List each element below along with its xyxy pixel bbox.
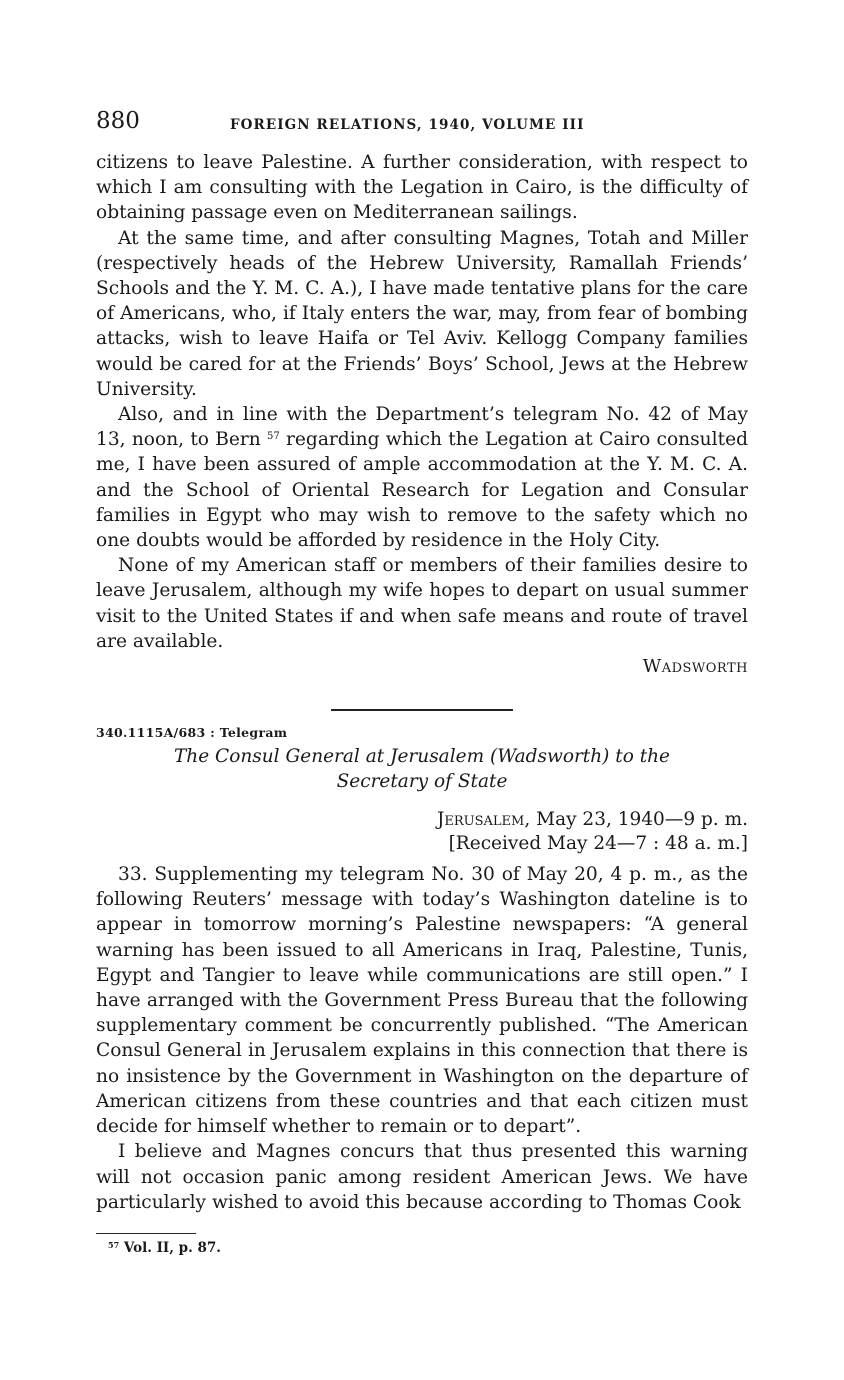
dateline [96,808,748,832]
footnote-text: Vol. II, p. 87. [119,1239,221,1256]
paragraph-magnes-concurs: I believe and Magnes concurs that thus presented this warning will not occasion panic among resident American Jews. We have particularly wished to avoid this because according to Thomas Cook [96,1141,748,1213]
dateline-place: Jerusalem, [436,809,531,831]
section-divider [331,709,513,711]
running-title: FOREIGN RELATIONS, 1940, VOLUME III [230,117,585,133]
file-number: 340.1115A/683 : Telegram [96,725,288,741]
paragraph-care-plans: At the same time, and after consulting Magnes, Totah and Miller (respectively heads of the Hebrew University, Ramallah Friends’ Schools and the Y. M. C. A.), I have made tentative plans for the care of Americans, who, if Italy enters the war, may, from fear of bombing attacks, wish to leave Haifa or Tel Aviv. Kellogg Company families would be cared for at the Friends’ Boys’ School, Jews at the Hebrew University. [96,227,748,400]
document-title: The Consul General at Jerusalem (Wadsworth) to the Secretary of State [173,746,671,793]
running-header [96,108,748,142]
telegram-body [96,862,748,1215]
footnote [108,1240,748,1256]
footnote-marker: 57 [108,1239,120,1250]
paragraph-continuation: citizens to leave Palestine. A further consideration, with respect to which I am consulting with the Legation in Cairo, is the difficulty of obtaining passage even on Mediterranean sailings. [96,152,748,224]
paragraph-accommodation-end: regarding which the Legation at Cairo consulted me, I have been assured of ample accommodation at the Y. M. C. A. and the School of Oriental Research for Legation and Consular families in Egypt who may wish to remove to the safety which no one doubts would be afforded by residence in the Holy City. [96,429,748,552]
footnote-reference: 57 [267,431,280,443]
page-number: 880 [96,108,140,134]
dateline-date: May 23, 1940—9 p. m. [530,809,748,831]
document-page [96,108,748,1256]
paragraph-reuters-message: 33. Supplementing my telegram No. 30 of May 20, 4 p. m., as the following Reuters’ message with today’s Washington dateline is to appear in tomorrow morning’s Palestine newspapers: “A general warning has been issued to all Americans in Iraq, Palestine, Tunis, Egypt and Tangier to leave while communications are still open.” I have arranged with the Government Press Bureau that the following supplementary comment be concurrently published. “The American Consul General in Jerusalem explains in this connection that there is no insistence by the Government in Washington on the departure of American citizens from these countries and that each citizen must decide for himself whether to remain or to depart”. [96,864,748,1138]
received-line: [Received May 24—7 : 48 a. m.] [448,833,748,855]
paragraph-accommodation [96,402,748,553]
footnote-rule [96,1233,196,1234]
signature: Wadsworth [642,656,748,678]
paragraph-staff: None of my American staff or members of their families desire to leave Jerusalem, although my wife hopes to depart on usual summer visit to the United States if and when safe means and route of travel are available. [96,555,748,652]
paragraph-accommodation-start: Also, and in line with the Department’s telegram No. 42 of May 13, noon, to Bern [96,404,748,451]
